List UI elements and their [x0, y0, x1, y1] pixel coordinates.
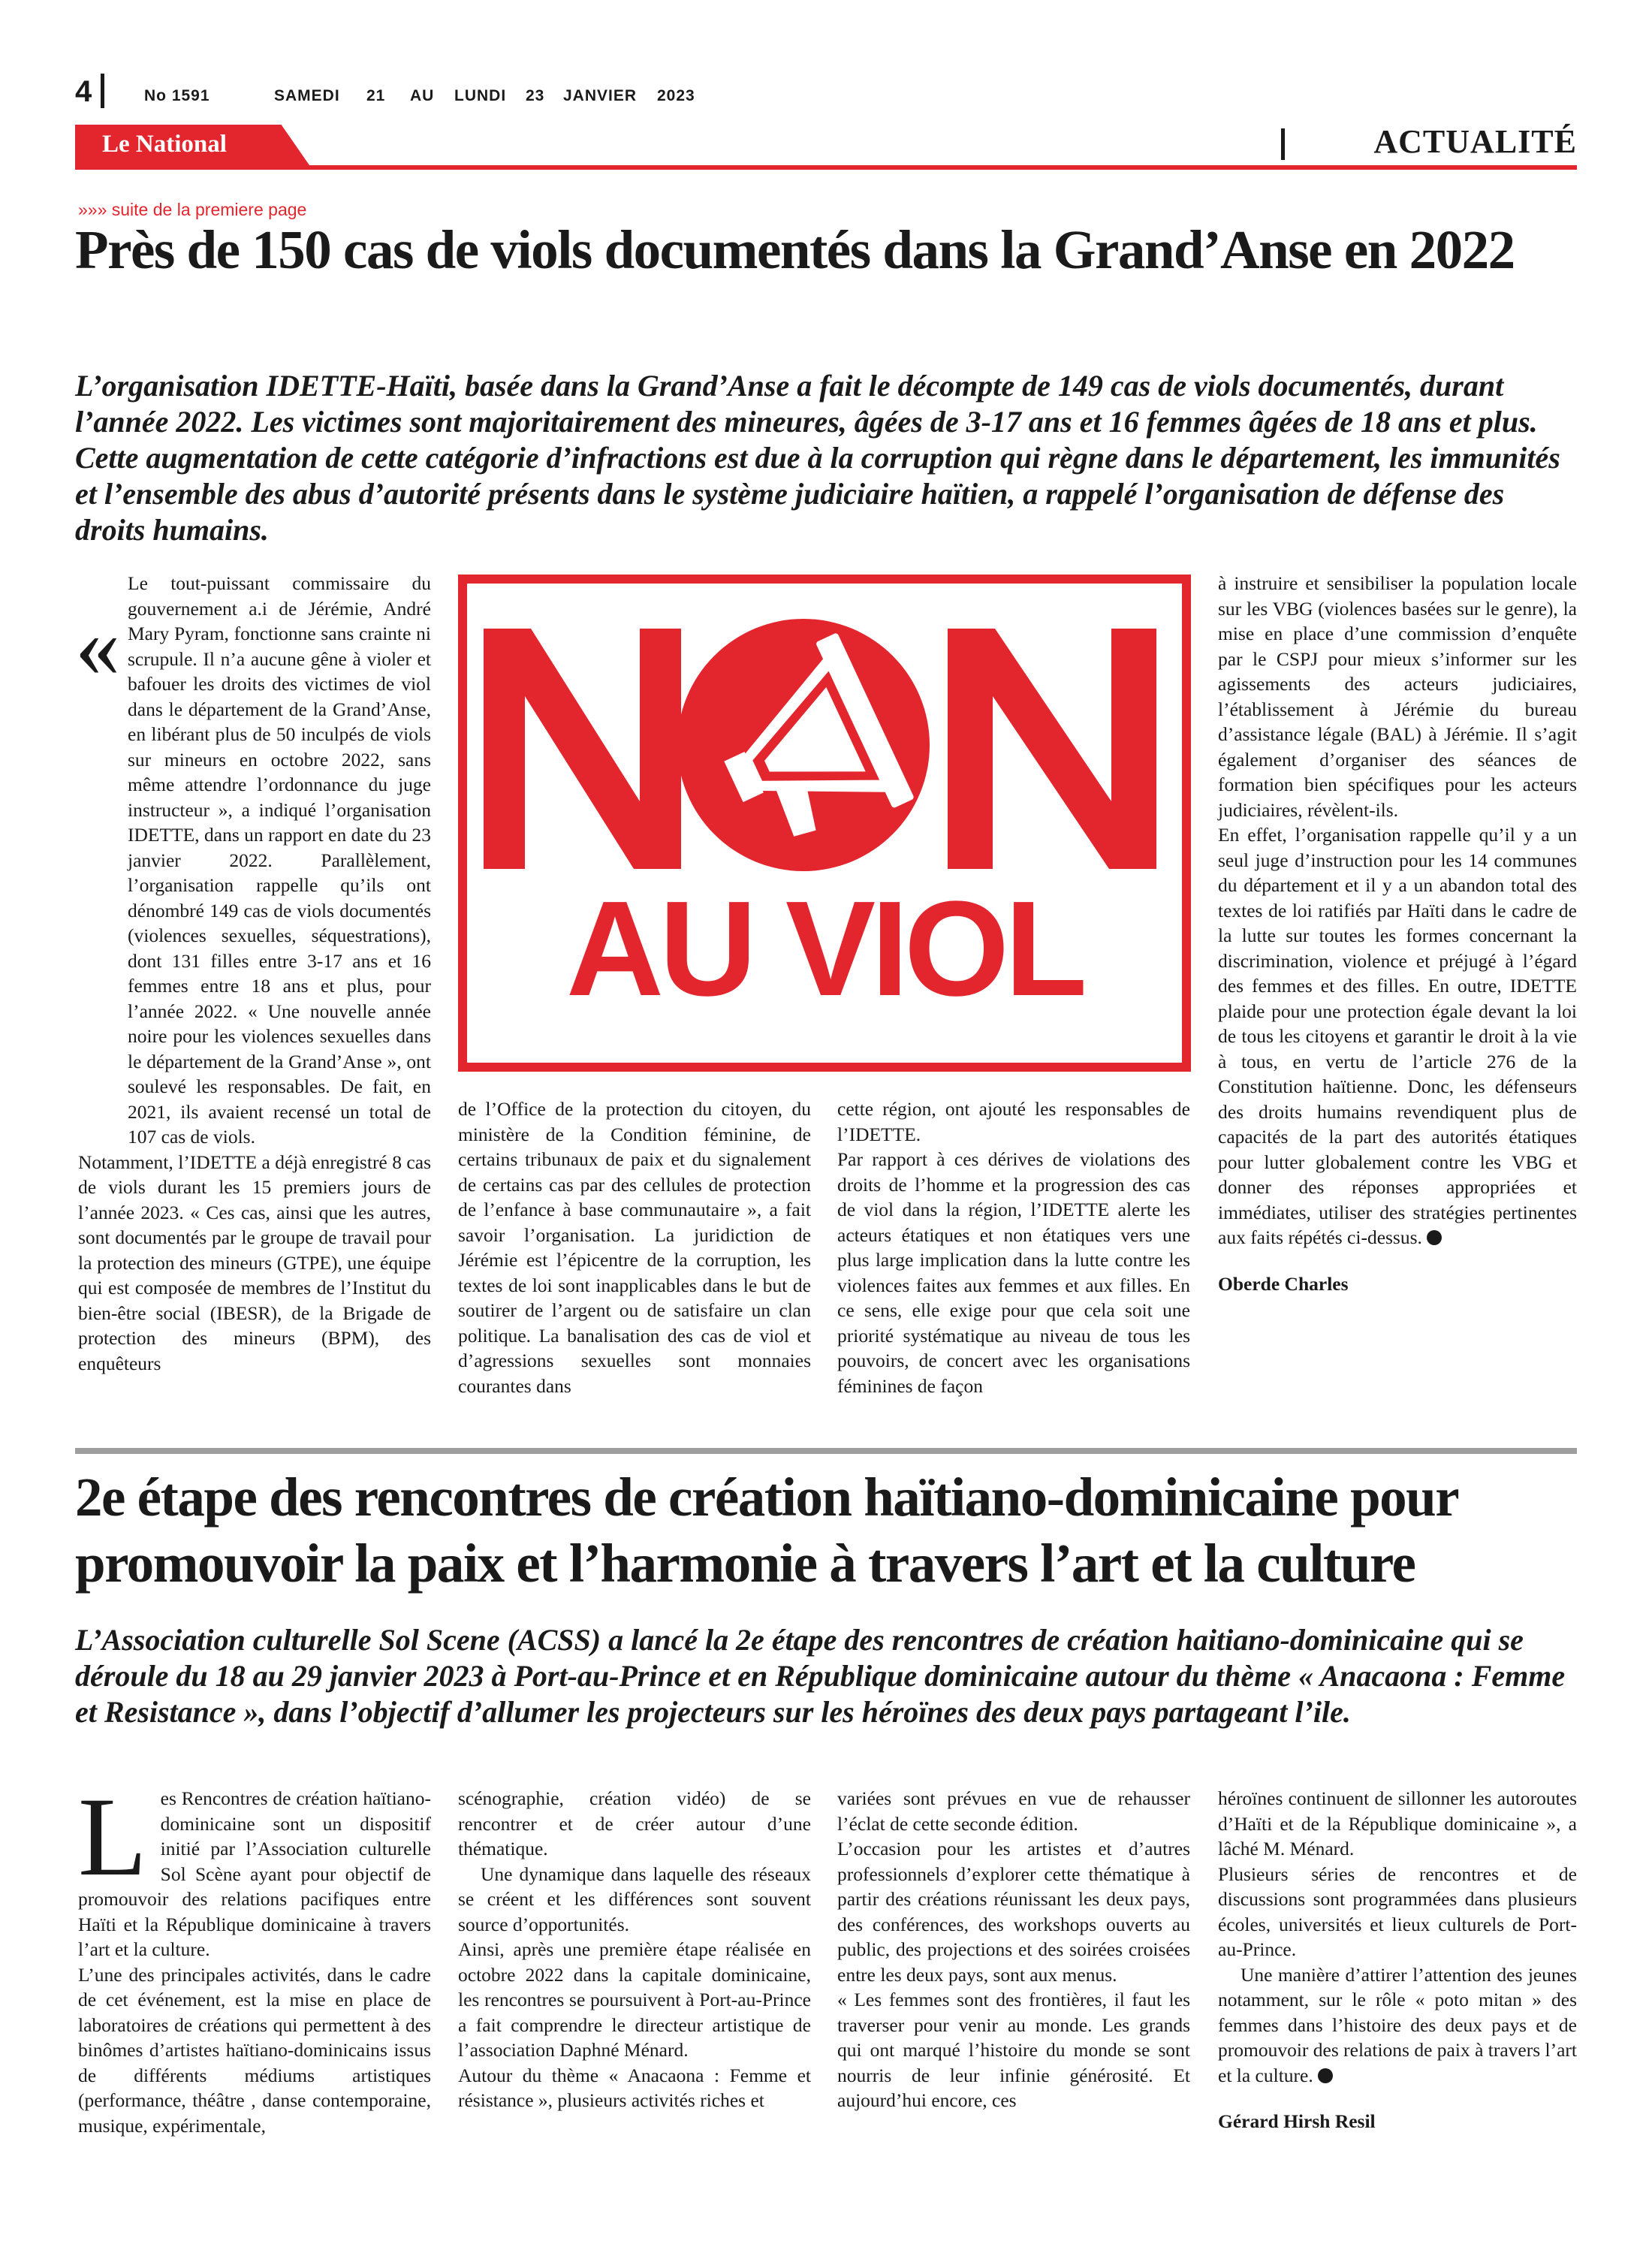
- article1-col2-para1: de l’Office de la protection du citoyen, du ministère de la Condition féminine, de certains tribunaux de paix et du signalement de certains cas par des cellules de protection de l’enfance à base communautaire », a fait savoir l’organisation. La juridiction de Jérémie est l’épicentre de la corruption, les textes de loi sont inapplicables dans le but de soutirer de l’argent ou de satisfaire un clan politique. La banalisation des cas de viol et d’agressions sexuelles sont monnaies courantes dans: [458, 1098, 811, 1397]
- folio-divider: [101, 74, 104, 108]
- page-number: 4: [75, 75, 92, 108]
- article1-title: Près de 150 cas de viols documentés dans la Grand’Anse en 2022: [75, 219, 1515, 280]
- article1-column-3: [837, 1096, 1190, 1398]
- article1-column-2: [458, 1096, 811, 1398]
- letter-n-1: [484, 629, 681, 869]
- article2-col4-para2: Plusieurs séries de rencontres et de discussions sont programmées dans plusieurs écoles, universités et lieux culturels de Port-au-Prince.: [1218, 1862, 1577, 1960]
- non-au-viol-image: [458, 575, 1191, 1072]
- newspaper-brand: Le National: [102, 131, 227, 158]
- date-day-2: LUNDI: [454, 87, 507, 104]
- article-divider: [75, 1448, 1577, 1454]
- article1-column-1: [78, 571, 431, 1376]
- article1-lede: L’organisation IDETTE-Haïti, basée dans la Grand’Anse a fait le décompte de 149 cas de viols documentés, durant l’année 2022. Les victimes sont majoritairement des mineures, âgées de 3-17 ans et 16 femmes âgées de 18 ans et plus. Cette augmentation de cette catégorie d’infractions est due à la corruption qui règne dans le département, les immunités et l’ensemble des abus d’autorité présents dans le système judiciaire haïtien, a rappelé l’organisation de défense des droits humains.: [75, 369, 1560, 547]
- au-viol-text: AU VIOL: [565, 873, 1084, 1024]
- article1-col1-para1: Le tout-puissant commissaire du gouvernement a.i de Jérémie, André Mary Pyram, fonctionne sans crainte ni scrupule. Il n’a aucune gêne à violer et bafouer les droits des victimes de viol dans le département de la Grand’Anse, en libérant plus de 50 inculpés de viols sur mineurs en octobre 2022, sans même attendre l’ordonnance du juge instructeur », a indiqué l’organisation IDETTE, dans un rapport en date du 23 janvier 2022. Parallèlement, l’organisation rappelle qu’ils ont dénombré 149 cas de viols documentés (violences sexuelles, séquestrations), dont 131 filles entre 3-17 ans et 16 femmes entre 18 ans et plus, pour l’année 2022. « Une nouvelle année noire pour les violences sexuelles dans le département de la Grand’Anse », ont soulevé les responsables. De fait, en 2021, ils avaient recensé un total de 107 cas de viols.: [128, 572, 431, 1148]
- issue-number: No 1591: [144, 87, 210, 104]
- article2-title: 2e étape des rencontres de création haïtiano-dominicaine pour promouvoir la paix et l’harmonie à travers l’art et la culture: [75, 1467, 1458, 1594]
- article2-col2-para2: Une dynamique dans laquelle des réseaux se créent et les différences sont souvent source d’opportunités.: [458, 1862, 811, 1935]
- opening-quote-mark: «: [75, 596, 120, 695]
- article1-column-4: [1218, 571, 1577, 1296]
- article2-col2-para4: Autour du thème « Anacaona : Femme et résistance », plusieurs activités riches et: [458, 2064, 811, 2111]
- article2-col3-para2: L’occasion pour les artistes et d’autres professionnels d’explorer cette thématique à partir des créations réunissant les deux pays, des conférences, des workshops ouverts au public, des projections et des soirées croisées entre les deux pays, sont aux menus.: [837, 1838, 1190, 1986]
- article2-col1-para1: es Rencontres de création haïtiano-dominicaine sont un dispositif initié par l’Association culturelle Sol Scène ayant pour objectif de promouvoir des relations pacifiques entre Haïti et la République dominicaine à travers l’art et la culture.: [78, 1787, 431, 1960]
- article2-column-1: [78, 1775, 431, 2138]
- article2-column-4: [1218, 1786, 1577, 2134]
- article2-col3-para3: « Les femmes sont des frontières, il faut les traverser pour venir au monde. Les grands qui ont marqué l’histoire du monde se sont nourris de leur infinie générosité. Et aujourd’hui encore, ces: [837, 1989, 1190, 2111]
- header-rule: [75, 165, 1577, 170]
- article1-col4-para2: En effet, l’organisation rappelle qu’il y a un seul juge d’instruction pour les 14 communes du département et il y a un abandon total des textes de loi ratifiés par Haïti dans le cadre de la lutte sur toutes les formes concernant la discrimination, violence et préjugé à l’égard des femmes et des filles. En outre, IDETTE plaide pour une protection égale devant la loi de tous les citoyens et garantir le droit à la vie à tous, en vertu de l’article 276 de la Constitution haïtienne. Donc, les défenseurs des droits humains revendiquent plus de capacités de la part des autorités étatiques pour lutter globalement contre les VBG et donner des réponses appropriées et immédiates, utiliser des stratégies pertinentes aux faits répétés ci-dessus.: [1218, 824, 1577, 1248]
- article1-col3-para1: cette région, ont ajouté les responsables de l’IDETTE.: [837, 1098, 1190, 1145]
- date-au: AU: [410, 87, 435, 104]
- continued-from-note: »»» suite de la premiere page: [78, 200, 307, 219]
- non-au-viol-graphic: [467, 584, 1182, 1063]
- article2-col3-para1: variées sont prévues en vue de rehausser l’éclat de cette seconde édition.: [837, 1787, 1190, 1835]
- article2-column-3: [837, 1786, 1190, 2113]
- article2-col2-para1: scénographie, création vidéo) de se rencontrer et de créer autour d’une thématique.: [458, 1787, 811, 1859]
- article2-lede: L’Association culturelle Sol Scene (ACSS) a lancé la 2e étape des rencontres de création haitiano-dominicaine qui se déroule du 18 au 29 janvier 2023 à Port-au-Prince et en République dominicaine autour du thème « Anacaona : Femme et Resistance », dans l’objectif d’allumer les projecteurs sur les héroïnes des deux pays partageant l’ile.: [75, 1623, 1566, 1729]
- date-num-2: 23: [526, 87, 545, 104]
- article2-column-2: [458, 1786, 811, 2113]
- article2-col4-para3: Une manière d’attirer l’attention des jeunes notamment, sur le rôle « poto mitan » des femmes dans l’histoire des deux pays et de promouvoir des relations de paix à travers l’art et la culture.: [1218, 1963, 1577, 2086]
- article2-col4-para1: héroïnes continuent de sillonner les autoroutes d’Haïti et de la République dominicaine », a lâché M. Ménard.: [1218, 1787, 1577, 1859]
- article1-col4-para1: à instruire et sensibiliser la population locale sur les VBG (violences basées sur le genre), la mise en place d’une commission d’enquête par le CSPJ pour mieux s’informer sur les agissements des acteurs judiciaires, l’établissement à Jérémie du bureau d’assistance légale (BAL) à Jérémie. Il s’agit également d’organiser des séances de formation bien spécifiques pour les acteurs judiciaires, révèlent-ils.: [1218, 572, 1577, 821]
- article1-byline: Oberde Charles: [1218, 1272, 1349, 1295]
- article2-col1-para2: L’une des principales activités, dans le cadre de cet événement, est la mise en place de laboratoires de créations qui permettent à des binômes d’artistes haïtiano-dominicains issus de différents médiums artistiques (performance, théâtre , danse contemporaine, musique, expérimentale,: [78, 1963, 431, 2137]
- date-year: 2023: [657, 87, 695, 104]
- date-month: JANVIER: [563, 87, 638, 104]
- section-label: ACTUALITÉ: [1373, 123, 1577, 160]
- article2-col2-para3: Ainsi, après une première étape réalisée en octobre 2022 dans la capitale dominicaine, les rencontres se poursuivent à Port-au-Prince a fait comprendre le directeur artistique de l’association Daphné Ménard.: [458, 1938, 811, 2061]
- section-divider: [1281, 128, 1285, 160]
- date-day-1: SAMEDI: [274, 87, 340, 104]
- end-of-article-mark: [1427, 1230, 1442, 1245]
- article1-col3-para2: Par rapport à ces dérives de violations des droits de l’homme et la progression des cas de viol dans la région, l’IDETTE alerte les acteurs étatiques et non étatiques vers une plus large implication dans la lutte contre les violences faites aux femmes et aux filles. En ce sens, elle exige pour que cela soit une priorité systématique au niveau de tous les pouvoirs, de concert avec les organisations féminines de façon: [837, 1148, 1190, 1397]
- drop-cap: L: [78, 1775, 147, 1899]
- article1-col1-para2: Notamment, l’IDETTE a déjà enregistré 8 cas de viols durant les 15 premiers jours de l’année 2023. « Ces cas, ainsi que les autres, sont documentés par le groupe de travail pour la protection des mineurs (GTPE), une équipe qui est composée de membres de l’Institut du bien-être social (IBESR), de la Brigade de protection des mineurs (BPM), des enquêteurs: [78, 1151, 431, 1374]
- letter-n-2: [948, 629, 1156, 869]
- date-num-1: 21: [366, 87, 386, 104]
- megaphone-icon: [677, 619, 930, 871]
- article2-byline: Gérard Hirsh Resil: [1218, 2110, 1376, 2132]
- end-of-article-mark: [1318, 2068, 1333, 2083]
